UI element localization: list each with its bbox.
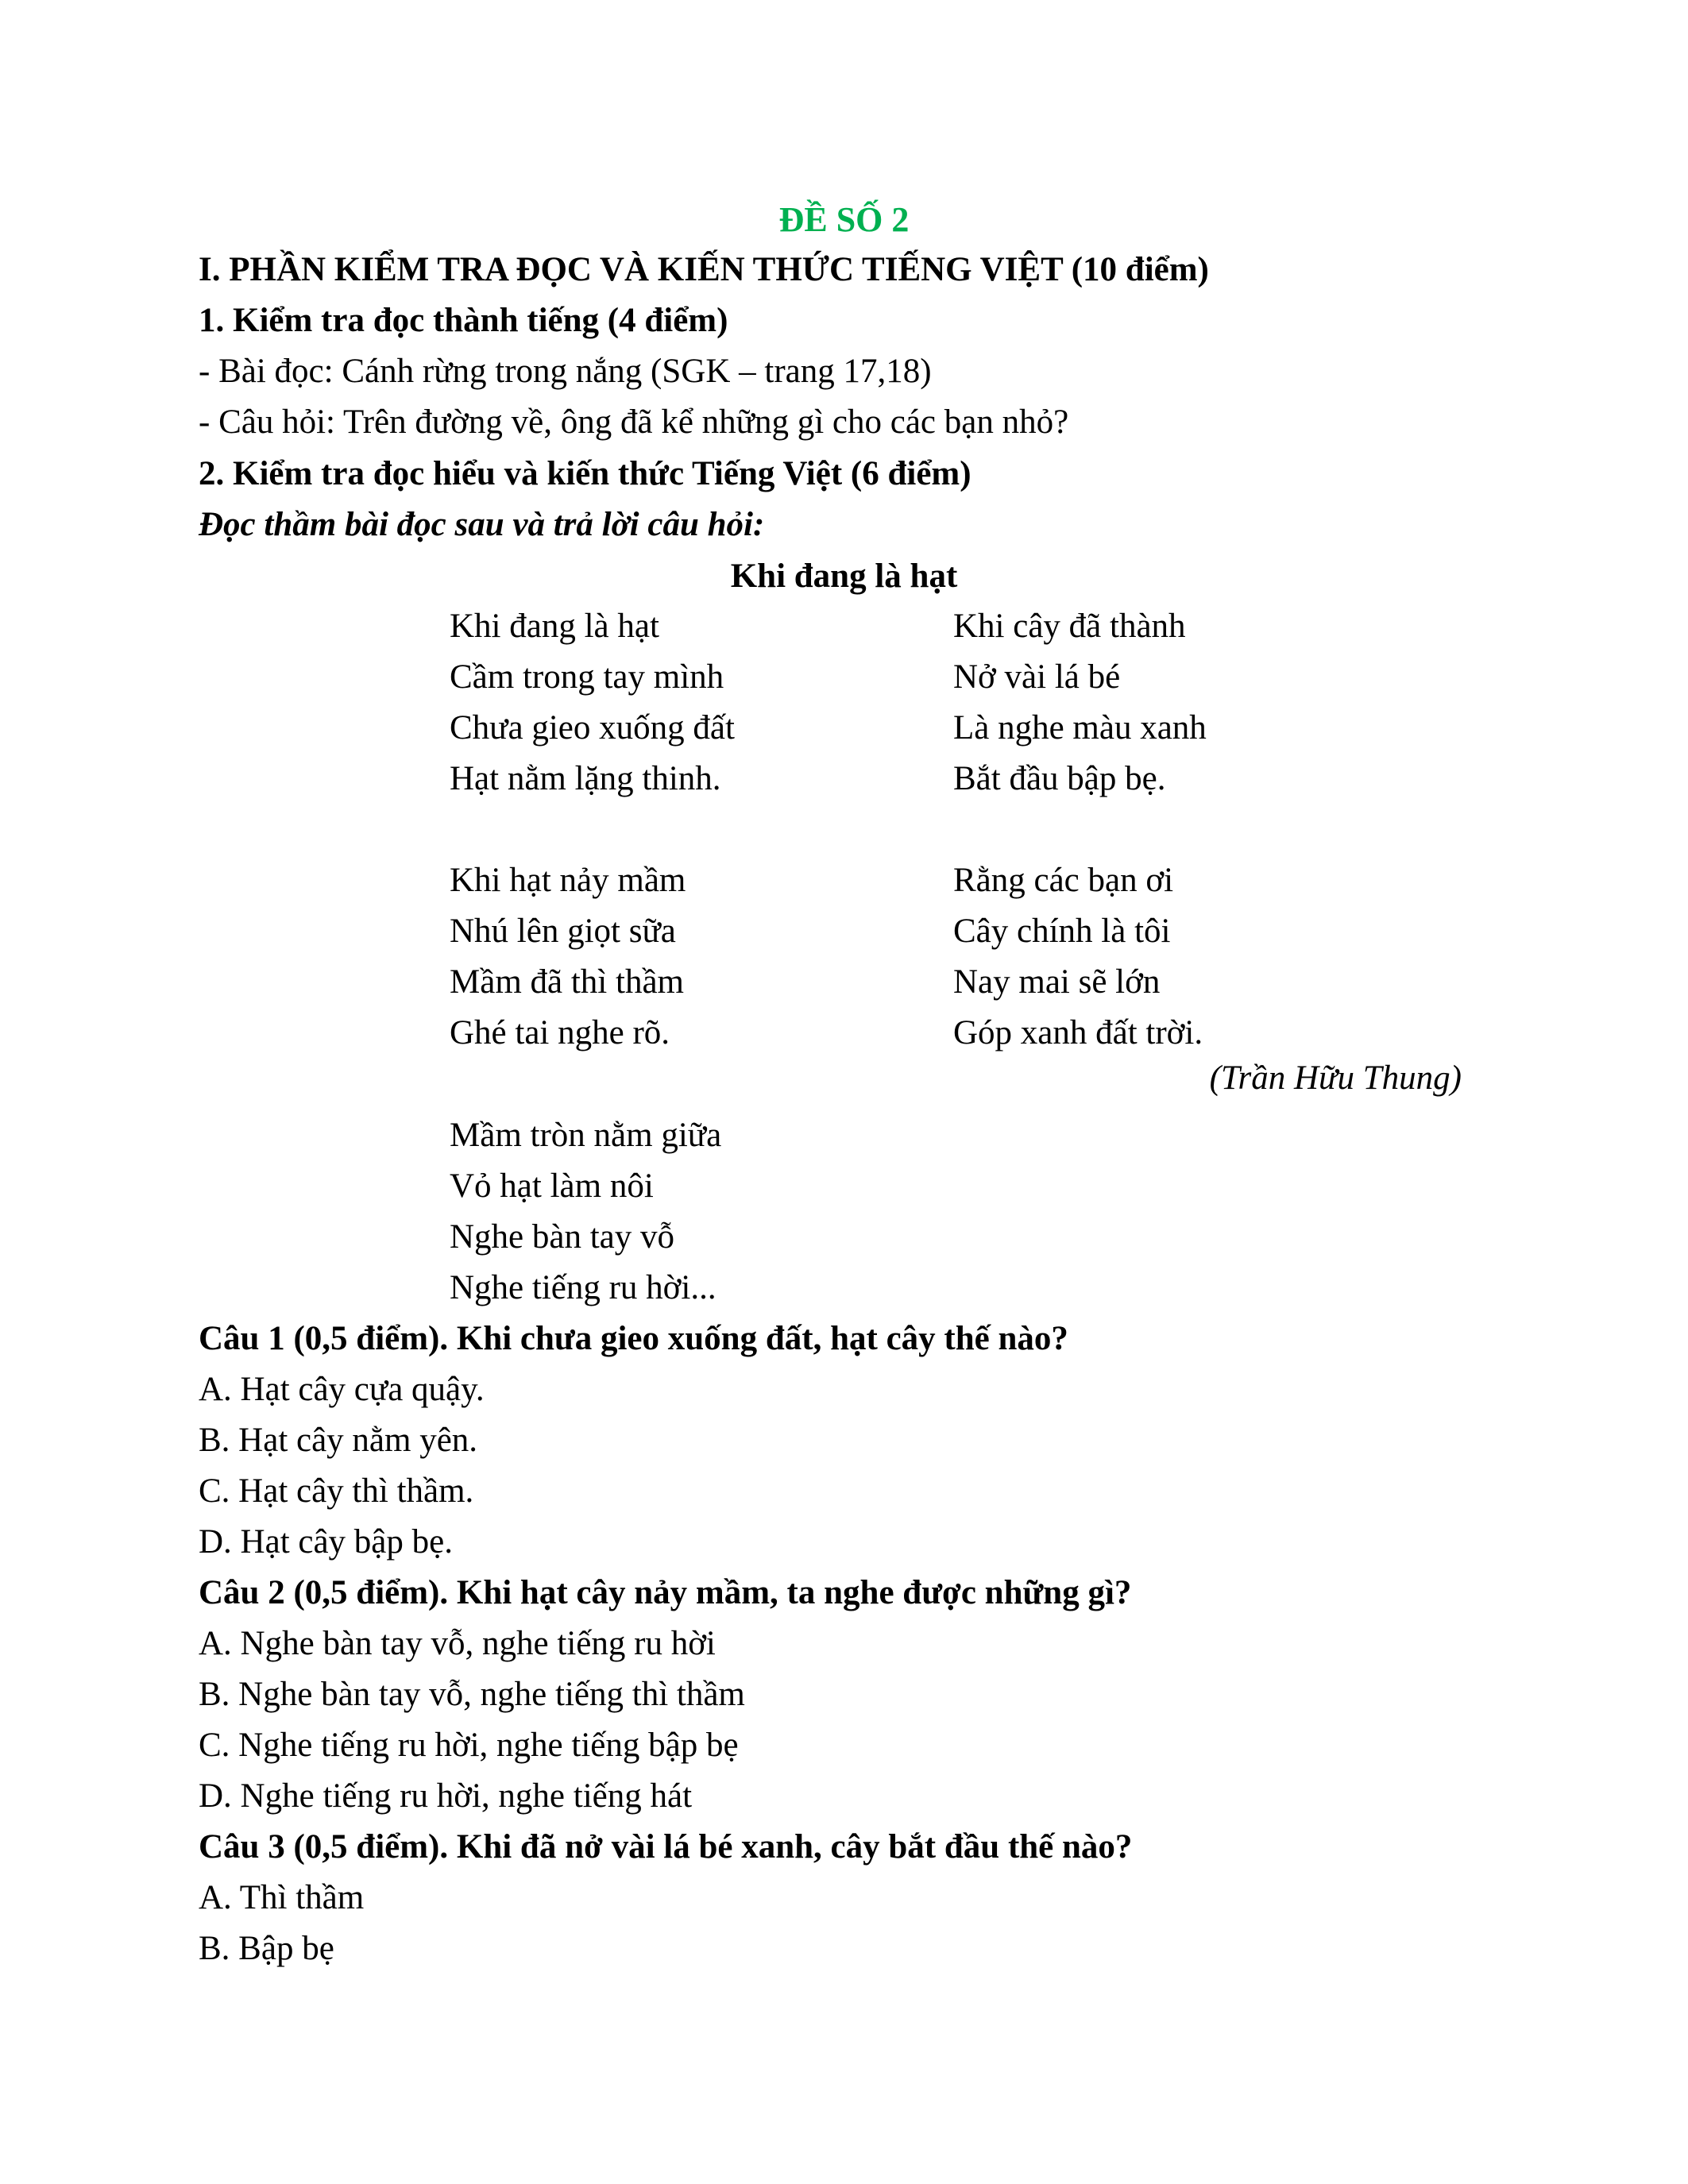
reading-item: - Bài đọc: Cánh rừng trong nắng (SGK – trang 17,18) — [199, 353, 932, 390]
poem-line: Mầm tròn nằm giữa — [450, 1117, 722, 1154]
poem-line: Nở vài lá bé — [953, 658, 1121, 696]
part-2-heading: 2. Kiểm tra đọc hiểu và kiến thức Tiếng Việt (6 điểm) — [199, 455, 971, 492]
poem-line: Khi hạt nảy mầm — [450, 862, 686, 899]
answer-option: C. Hạt cây thì thầm. — [199, 1472, 474, 1510]
poem-line: Góp xanh đất trời. — [953, 1014, 1203, 1051]
poem-title: Khi đang là hạt — [730, 558, 958, 595]
poem-line: Mầm đã thì thầm — [450, 963, 684, 1001]
question-stem: Câu 3 (0,5 điểm). Khi đã nở vài lá bé xanh, cây bắt đầu thế nào? — [199, 1828, 1133, 1866]
answer-option: B. Hạt cây nằm yên. — [199, 1422, 478, 1459]
poem-line: Hạt nằm lặng thinh. — [450, 760, 721, 797]
poem-line: Khi cây đã thành — [953, 608, 1186, 645]
answer-option: A. Hạt cây cựa quậy. — [199, 1371, 485, 1408]
poem-line: Ghé tai nghe rõ. — [450, 1014, 670, 1051]
poem-line: Chưa gieo xuống đất — [450, 709, 735, 747]
answer-option: A. Nghe bàn tay vỗ, nghe tiếng ru hời — [199, 1625, 716, 1662]
question-item: - Câu hỏi: Trên đường về, ông đã kể những gì cho các bạn nhỏ? — [199, 403, 1069, 441]
instruction: Đọc thầm bài đọc sau và trả lời câu hỏi: — [199, 506, 765, 543]
poem-line: Nghe bàn tay vỗ — [450, 1218, 675, 1256]
poem-line: Là nghe màu xanh — [953, 709, 1207, 747]
poem-line: Nghe tiếng ru hời... — [450, 1269, 717, 1306]
doc-title: ĐỀ SỐ 2 — [778, 200, 910, 239]
poem-line: Bắt đầu bập bẹ. — [953, 760, 1166, 797]
poem-line: Nhú lên giọt sữa — [450, 913, 676, 950]
poem-line: Khi đang là hạt — [450, 608, 659, 645]
poem-line: Cầm trong tay mình — [450, 658, 724, 696]
poem-line: Cây chính là tôi — [953, 913, 1171, 950]
answer-option: D. Hạt cây bập bẹ. — [199, 1523, 453, 1561]
poem-line: Rằng các bạn ơi — [953, 862, 1174, 899]
answer-option: B. Nghe bàn tay vỗ, nghe tiếng thì thầm — [199, 1676, 745, 1713]
answer-option: B. Bập bẹ — [199, 1930, 334, 1967]
part-1-heading: 1. Kiểm tra đọc thành tiếng (4 điểm) — [199, 302, 728, 339]
answer-option: D. Nghe tiếng ru hời, nghe tiếng hát — [199, 1777, 693, 1815]
question-stem: Câu 1 (0,5 điểm). Khi chưa gieo xuống đất, hạt cây thế nào? — [199, 1320, 1068, 1357]
answer-option: A. Thì thầm — [199, 1879, 365, 1916]
section-heading: I. PHẦN KIỂM TRA ĐỌC VÀ KIẾN THỨC TIẾNG VIỆT (10 điểm) — [199, 251, 1209, 288]
poem-author: (Trần Hữu Thung) — [1209, 1059, 1462, 1097]
answer-option: C. Nghe tiếng ru hời, nghe tiếng bập bẹ — [199, 1727, 739, 1764]
question-stem: Câu 2 (0,5 điểm). Khi hạt cây nảy mầm, ta nghe được những gì? — [199, 1574, 1132, 1611]
poem-line: Vỏ hạt làm nôi — [450, 1167, 654, 1205]
poem-line: Nay mai sẽ lớn — [953, 963, 1161, 1001]
